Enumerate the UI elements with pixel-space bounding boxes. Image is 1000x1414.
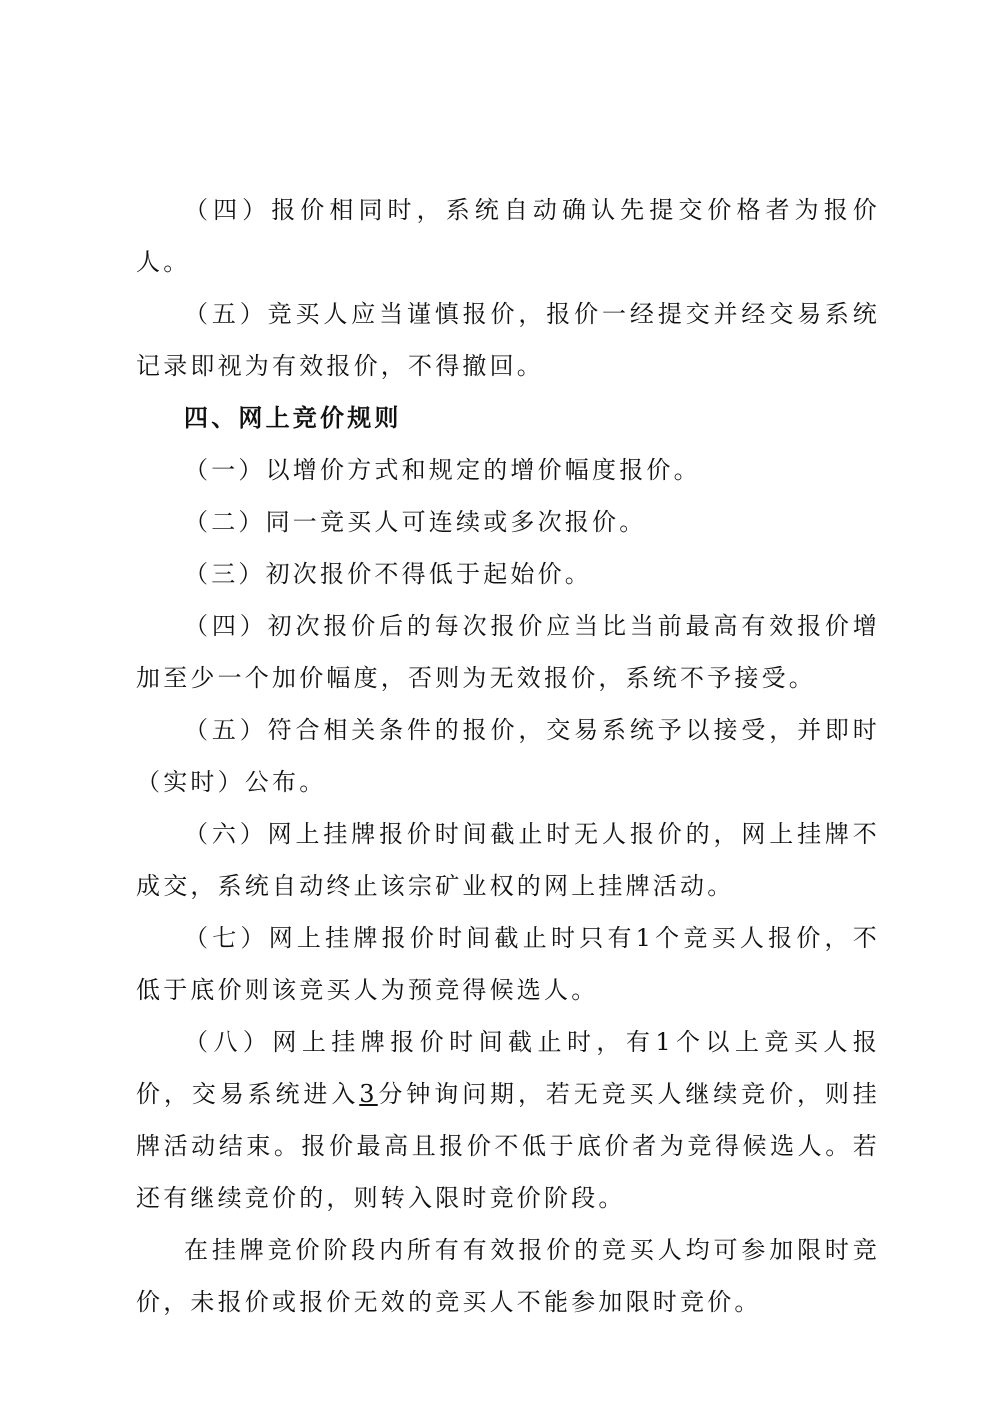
section-heading: 四、网上竞价规则	[184, 404, 402, 432]
closing-paragraph: 在挂牌竞价阶段内所有有效报价的竞买人均可参加限时竞价，未报价或报价无效的竞买人不能参加限时竞价。	[136, 1236, 880, 1316]
paragraph-tie-bid: （四）报价相同时，系统自动确认先提交价格者为报价人。	[136, 196, 880, 276]
rule-item-5: （五）符合相关条件的报价，交易系统予以接受，并即时（实时）公布。	[136, 716, 880, 796]
rule-item-7: （七）网上挂牌报价时间截止时只有1个竞买人报价，不低于底价则该竞买人为预竞得候选人。	[136, 924, 880, 1004]
rule-item-2: （二）同一竞买人可连续或多次报价。	[184, 508, 647, 536]
rule-item-6: （六）网上挂牌报价时间截止时无人报价的，网上挂牌不成交，系统自动终止该宗矿业权的网上挂牌活动。	[136, 820, 880, 900]
rule-item-8	[136, 1016, 880, 1224]
rule-item-8-after: 分钟询问期，若无竞买人继续竞价，则挂牌活动结束。报价最高且报价不低于底价者为竞得候选人。若还有继续竞价的，则转入限时竞价阶段。	[136, 1080, 880, 1212]
inquiry-minutes-value: 3	[359, 1080, 378, 1108]
paragraph-careful-bid: （五）竞买人应当谨慎报价，报价一经提交并经交易系统记录即视为有效报价，不得撤回。	[136, 300, 880, 380]
document-body	[136, 184, 880, 1328]
rule-item-1: （一）以增价方式和规定的增价幅度报价。	[184, 456, 701, 484]
rule-item-3: （三）初次报价不得低于起始价。	[184, 560, 592, 588]
rule-item-4: （四）初次报价后的每次报价应当比当前最高有效报价增加至少一个加价幅度，否则为无效报价，系统不予接受。	[136, 612, 880, 692]
rule-item-8-before: （八）网上挂牌报价时间截止时，有1个以上竞买人报价，交易系统进入	[136, 1028, 880, 1108]
